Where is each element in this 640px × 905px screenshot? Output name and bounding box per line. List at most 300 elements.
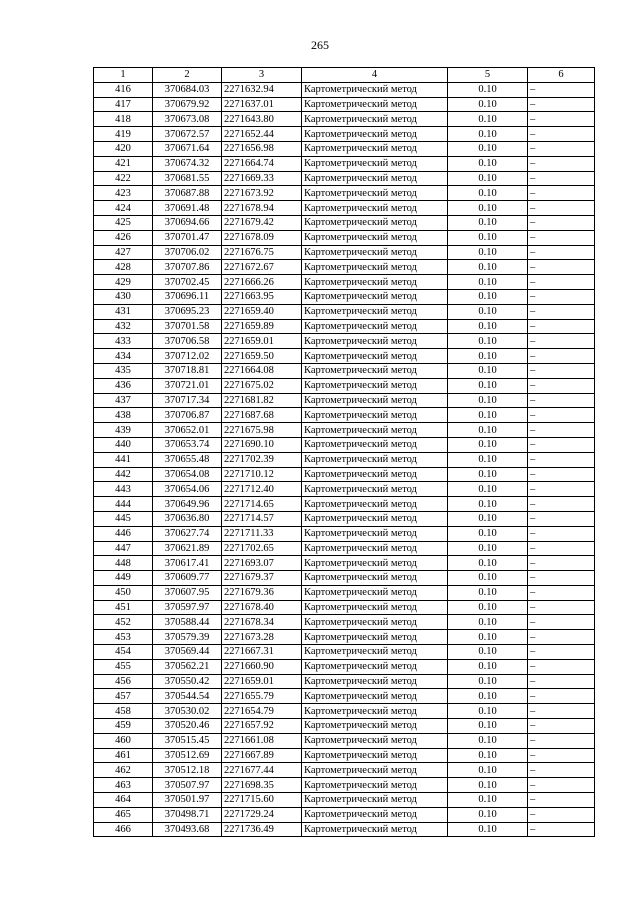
method-cell: Картометрический метод	[302, 645, 448, 660]
x-coordinate-cell: 370687.88	[153, 186, 222, 201]
method-cell: Картометрический метод	[302, 556, 448, 571]
note-cell: –	[528, 423, 595, 438]
accuracy-cell: 0.10	[448, 452, 528, 467]
y-coordinate-cell: 2271679.37	[222, 571, 302, 586]
y-coordinate-cell: 2271652.44	[222, 127, 302, 142]
accuracy-cell: 0.10	[448, 704, 528, 719]
note-cell: –	[528, 245, 595, 260]
x-coordinate-cell: 370652.01	[153, 423, 222, 438]
point-number-cell: 423	[94, 186, 153, 201]
note-cell: –	[528, 822, 595, 837]
y-coordinate-cell: 2271681.82	[222, 393, 302, 408]
y-coordinate-cell: 2271663.95	[222, 289, 302, 304]
x-coordinate-cell: 370712.02	[153, 349, 222, 364]
note-cell: –	[528, 807, 595, 822]
method-cell: Картометрический метод	[302, 541, 448, 556]
point-number-cell: 447	[94, 541, 153, 556]
accuracy-cell: 0.10	[448, 334, 528, 349]
x-coordinate-cell: 370696.11	[153, 289, 222, 304]
table-row	[94, 437, 595, 452]
y-coordinate-cell: 2271656.98	[222, 141, 302, 156]
y-coordinate-cell: 2271660.90	[222, 659, 302, 674]
point-number-cell: 457	[94, 689, 153, 704]
table-header-row	[94, 68, 595, 83]
method-cell: Картометрический метод	[302, 141, 448, 156]
y-coordinate-cell: 2271702.39	[222, 452, 302, 467]
table-row	[94, 556, 595, 571]
method-cell: Картометрический метод	[302, 127, 448, 142]
x-coordinate-cell: 370515.45	[153, 733, 222, 748]
point-number-cell: 429	[94, 275, 153, 290]
point-number-cell: 435	[94, 363, 153, 378]
method-cell: Картометрический метод	[302, 156, 448, 171]
table-row	[94, 674, 595, 689]
table-row	[94, 378, 595, 393]
note-cell: –	[528, 171, 595, 186]
x-coordinate-cell: 370507.97	[153, 778, 222, 793]
x-coordinate-cell: 370671.64	[153, 141, 222, 156]
method-cell: Картометрический метод	[302, 511, 448, 526]
y-coordinate-cell: 2271729.24	[222, 807, 302, 822]
point-number-cell: 433	[94, 334, 153, 349]
table-row	[94, 748, 595, 763]
y-coordinate-cell: 2271659.01	[222, 334, 302, 349]
x-coordinate-cell: 370679.92	[153, 97, 222, 112]
table-row	[94, 363, 595, 378]
accuracy-cell: 0.10	[448, 186, 528, 201]
method-cell: Картометрический метод	[302, 674, 448, 689]
note-cell: –	[528, 289, 595, 304]
point-number-cell: 428	[94, 260, 153, 275]
x-coordinate-cell: 370627.74	[153, 526, 222, 541]
x-coordinate-cell: 370706.87	[153, 408, 222, 423]
table-row	[94, 719, 595, 734]
x-coordinate-cell: 370562.21	[153, 659, 222, 674]
x-coordinate-cell: 370501.97	[153, 793, 222, 808]
table-row	[94, 230, 595, 245]
method-cell: Картометрический метод	[302, 363, 448, 378]
table-row	[94, 408, 595, 423]
x-coordinate-cell: 370493.68	[153, 822, 222, 837]
point-number-cell: 450	[94, 585, 153, 600]
accuracy-cell: 0.10	[448, 467, 528, 482]
method-cell: Картометрический метод	[302, 260, 448, 275]
point-number-cell: 440	[94, 437, 153, 452]
accuracy-cell: 0.10	[448, 733, 528, 748]
point-number-cell: 455	[94, 659, 153, 674]
method-cell: Картометрический метод	[302, 822, 448, 837]
table-row	[94, 733, 595, 748]
table-row	[94, 141, 595, 156]
x-coordinate-cell: 370655.48	[153, 452, 222, 467]
method-cell: Картометрический метод	[302, 112, 448, 127]
note-cell: –	[528, 141, 595, 156]
x-coordinate-cell: 370706.02	[153, 245, 222, 260]
y-coordinate-cell: 2271687.68	[222, 408, 302, 423]
accuracy-cell: 0.10	[448, 571, 528, 586]
accuracy-cell: 0.10	[448, 615, 528, 630]
accuracy-cell: 0.10	[448, 393, 528, 408]
x-coordinate-cell: 370550.42	[153, 674, 222, 689]
point-number-cell: 464	[94, 793, 153, 808]
note-cell: –	[528, 82, 595, 97]
point-number-cell: 420	[94, 141, 153, 156]
accuracy-cell: 0.10	[448, 807, 528, 822]
table-row	[94, 497, 595, 512]
method-cell: Картометрический метод	[302, 778, 448, 793]
note-cell: –	[528, 363, 595, 378]
note-cell: –	[528, 215, 595, 230]
table-row	[94, 763, 595, 778]
note-cell: –	[528, 585, 595, 600]
method-cell: Картометрический метод	[302, 245, 448, 260]
method-cell: Картометрический метод	[302, 289, 448, 304]
table-row	[94, 260, 595, 275]
table-row	[94, 349, 595, 364]
y-coordinate-cell: 2271659.89	[222, 319, 302, 334]
x-coordinate-cell: 370701.58	[153, 319, 222, 334]
table-row	[94, 201, 595, 216]
table-row	[94, 334, 595, 349]
point-number-cell: 439	[94, 423, 153, 438]
table-row	[94, 689, 595, 704]
x-coordinate-cell: 370520.46	[153, 719, 222, 734]
accuracy-cell: 0.10	[448, 112, 528, 127]
x-coordinate-cell: 370530.02	[153, 704, 222, 719]
point-number-cell: 421	[94, 156, 153, 171]
x-coordinate-cell: 370579.39	[153, 630, 222, 645]
accuracy-cell: 0.10	[448, 304, 528, 319]
point-number-cell: 442	[94, 467, 153, 482]
accuracy-cell: 0.10	[448, 763, 528, 778]
y-coordinate-cell: 2271712.40	[222, 482, 302, 497]
x-coordinate-cell: 370721.01	[153, 378, 222, 393]
point-number-cell: 424	[94, 201, 153, 216]
y-coordinate-cell: 2271643.80	[222, 112, 302, 127]
method-cell: Картометрический метод	[302, 201, 448, 216]
method-cell: Картометрический метод	[302, 467, 448, 482]
table-row	[94, 526, 595, 541]
x-coordinate-cell: 370636.80	[153, 511, 222, 526]
note-cell: –	[528, 408, 595, 423]
x-coordinate-cell: 370694.66	[153, 215, 222, 230]
accuracy-cell: 0.10	[448, 141, 528, 156]
method-cell: Картометрический метод	[302, 793, 448, 808]
accuracy-cell: 0.10	[448, 497, 528, 512]
table-row	[94, 778, 595, 793]
point-number-cell: 434	[94, 349, 153, 364]
x-coordinate-cell: 370707.86	[153, 260, 222, 275]
accuracy-cell: 0.10	[448, 82, 528, 97]
note-cell: –	[528, 437, 595, 452]
accuracy-cell: 0.10	[448, 645, 528, 660]
y-coordinate-cell: 2271659.40	[222, 304, 302, 319]
note-cell: –	[528, 319, 595, 334]
accuracy-cell: 0.10	[448, 408, 528, 423]
page-number: 265	[311, 38, 329, 52]
y-coordinate-cell: 2271714.57	[222, 511, 302, 526]
table-row	[94, 615, 595, 630]
y-coordinate-cell: 2271659.01	[222, 674, 302, 689]
note-cell: –	[528, 659, 595, 674]
method-cell: Картометрический метод	[302, 719, 448, 734]
y-coordinate-cell: 2271678.94	[222, 201, 302, 216]
y-coordinate-cell: 2271637.01	[222, 97, 302, 112]
column-header: 4	[302, 68, 448, 83]
accuracy-cell: 0.10	[448, 793, 528, 808]
y-coordinate-cell: 2271678.40	[222, 600, 302, 615]
x-coordinate-cell: 370691.48	[153, 201, 222, 216]
note-cell: –	[528, 97, 595, 112]
x-coordinate-cell: 370597.97	[153, 600, 222, 615]
note-cell: –	[528, 793, 595, 808]
note-cell: –	[528, 541, 595, 556]
accuracy-cell: 0.10	[448, 437, 528, 452]
y-coordinate-cell: 2271711.33	[222, 526, 302, 541]
accuracy-cell: 0.10	[448, 689, 528, 704]
method-cell: Картометрический метод	[302, 482, 448, 497]
x-coordinate-cell: 370621.89	[153, 541, 222, 556]
method-cell: Картометрический метод	[302, 748, 448, 763]
y-coordinate-cell: 2271715.60	[222, 793, 302, 808]
x-coordinate-cell: 370512.18	[153, 763, 222, 778]
x-coordinate-cell: 370649.96	[153, 497, 222, 512]
point-number-cell: 436	[94, 378, 153, 393]
note-cell: –	[528, 467, 595, 482]
y-coordinate-cell: 2271667.89	[222, 748, 302, 763]
table-row	[94, 186, 595, 201]
y-coordinate-cell: 2271677.44	[222, 763, 302, 778]
x-coordinate-cell: 370672.57	[153, 127, 222, 142]
x-coordinate-cell: 370681.55	[153, 171, 222, 186]
point-number-cell: 466	[94, 822, 153, 837]
y-coordinate-cell: 2271678.34	[222, 615, 302, 630]
x-coordinate-cell: 370653.74	[153, 437, 222, 452]
table-row	[94, 704, 595, 719]
table-row	[94, 304, 595, 319]
x-coordinate-cell: 370609.77	[153, 571, 222, 586]
method-cell: Картометрический метод	[302, 704, 448, 719]
y-coordinate-cell: 2271654.79	[222, 704, 302, 719]
accuracy-cell: 0.10	[448, 260, 528, 275]
accuracy-cell: 0.10	[448, 275, 528, 290]
x-coordinate-cell: 370512.69	[153, 748, 222, 763]
point-number-cell: 458	[94, 704, 153, 719]
point-number-cell: 422	[94, 171, 153, 186]
point-number-cell: 431	[94, 304, 153, 319]
y-coordinate-cell: 2271661.08	[222, 733, 302, 748]
table-row	[94, 127, 595, 142]
table-row	[94, 82, 595, 97]
note-cell: –	[528, 733, 595, 748]
accuracy-cell: 0.10	[448, 319, 528, 334]
method-cell: Картометрический метод	[302, 763, 448, 778]
x-coordinate-cell: 370607.95	[153, 585, 222, 600]
point-number-cell: 416	[94, 82, 153, 97]
note-cell: –	[528, 630, 595, 645]
method-cell: Картометрический метод	[302, 186, 448, 201]
note-cell: –	[528, 763, 595, 778]
accuracy-cell: 0.10	[448, 245, 528, 260]
x-coordinate-cell: 370544.54	[153, 689, 222, 704]
point-number-cell: 451	[94, 600, 153, 615]
point-number-cell: 444	[94, 497, 153, 512]
table-row	[94, 319, 595, 334]
column-header: 2	[153, 68, 222, 83]
y-coordinate-cell: 2271673.28	[222, 630, 302, 645]
accuracy-cell: 0.10	[448, 674, 528, 689]
column-header: 6	[528, 68, 595, 83]
table-row	[94, 659, 595, 674]
table-row	[94, 541, 595, 556]
y-coordinate-cell: 2271693.07	[222, 556, 302, 571]
accuracy-cell: 0.10	[448, 511, 528, 526]
point-number-cell: 456	[94, 674, 153, 689]
x-coordinate-cell: 370718.81	[153, 363, 222, 378]
point-number-cell: 443	[94, 482, 153, 497]
x-coordinate-cell: 370654.06	[153, 482, 222, 497]
table-row	[94, 289, 595, 304]
y-coordinate-cell: 2271672.67	[222, 260, 302, 275]
method-cell: Картометрический метод	[302, 807, 448, 822]
method-cell: Картометрический метод	[302, 304, 448, 319]
table-row	[94, 215, 595, 230]
table-row	[94, 156, 595, 171]
method-cell: Картометрический метод	[302, 230, 448, 245]
column-header: 5	[448, 68, 528, 83]
method-cell: Картометрический метод	[302, 437, 448, 452]
y-coordinate-cell: 2271664.74	[222, 156, 302, 171]
accuracy-cell: 0.10	[448, 541, 528, 556]
table-row	[94, 571, 595, 586]
y-coordinate-cell: 2271659.50	[222, 349, 302, 364]
note-cell: –	[528, 674, 595, 689]
note-cell: –	[528, 645, 595, 660]
y-coordinate-cell: 2271655.79	[222, 689, 302, 704]
note-cell: –	[528, 156, 595, 171]
method-cell: Картометрический метод	[302, 378, 448, 393]
note-cell: –	[528, 452, 595, 467]
method-cell: Картометрический метод	[302, 215, 448, 230]
point-number-cell: 418	[94, 112, 153, 127]
method-cell: Картометрический метод	[302, 423, 448, 438]
accuracy-cell: 0.10	[448, 171, 528, 186]
table-row	[94, 245, 595, 260]
note-cell: –	[528, 615, 595, 630]
table-row	[94, 171, 595, 186]
method-cell: Картометрический метод	[302, 571, 448, 586]
y-coordinate-cell: 2271690.10	[222, 437, 302, 452]
y-coordinate-cell: 2271678.09	[222, 230, 302, 245]
point-number-cell: 426	[94, 230, 153, 245]
y-coordinate-cell: 2271714.65	[222, 497, 302, 512]
point-number-cell: 417	[94, 97, 153, 112]
point-number-cell: 459	[94, 719, 153, 734]
note-cell: –	[528, 778, 595, 793]
point-number-cell: 454	[94, 645, 153, 660]
table-row	[94, 822, 595, 837]
table-row	[94, 585, 595, 600]
note-cell: –	[528, 201, 595, 216]
x-coordinate-cell: 370588.44	[153, 615, 222, 630]
note-cell: –	[528, 748, 595, 763]
y-coordinate-cell: 2271736.49	[222, 822, 302, 837]
accuracy-cell: 0.10	[448, 526, 528, 541]
accuracy-cell: 0.10	[448, 349, 528, 364]
y-coordinate-cell: 2271710.12	[222, 467, 302, 482]
method-cell: Картометрический метод	[302, 171, 448, 186]
note-cell: –	[528, 571, 595, 586]
method-cell: Картометрический метод	[302, 349, 448, 364]
point-number-cell: 430	[94, 289, 153, 304]
method-cell: Картометрический метод	[302, 452, 448, 467]
x-coordinate-cell: 370617.41	[153, 556, 222, 571]
table-row	[94, 423, 595, 438]
point-number-cell: 437	[94, 393, 153, 408]
point-number-cell: 452	[94, 615, 153, 630]
y-coordinate-cell: 2271698.35	[222, 778, 302, 793]
x-coordinate-cell: 370674.32	[153, 156, 222, 171]
table-body	[94, 82, 595, 837]
method-cell: Картометрический метод	[302, 585, 448, 600]
accuracy-cell: 0.10	[448, 630, 528, 645]
note-cell: –	[528, 334, 595, 349]
note-cell: –	[528, 186, 595, 201]
accuracy-cell: 0.10	[448, 748, 528, 763]
method-cell: Картометрический метод	[302, 408, 448, 423]
method-cell: Картометрический метод	[302, 393, 448, 408]
column-header: 3	[222, 68, 302, 83]
note-cell: –	[528, 230, 595, 245]
x-coordinate-cell: 370695.23	[153, 304, 222, 319]
point-number-cell: 463	[94, 778, 153, 793]
method-cell: Картометрический метод	[302, 526, 448, 541]
note-cell: –	[528, 378, 595, 393]
note-cell: –	[528, 482, 595, 497]
note-cell: –	[528, 304, 595, 319]
accuracy-cell: 0.10	[448, 556, 528, 571]
accuracy-cell: 0.10	[448, 289, 528, 304]
y-coordinate-cell: 2271702.65	[222, 541, 302, 556]
table-row	[94, 275, 595, 290]
y-coordinate-cell: 2271679.36	[222, 585, 302, 600]
table-row	[94, 645, 595, 660]
note-cell: –	[528, 275, 595, 290]
point-number-cell: 453	[94, 630, 153, 645]
x-coordinate-cell: 370569.44	[153, 645, 222, 660]
table-row	[94, 97, 595, 112]
method-cell: Картометрический метод	[302, 319, 448, 334]
accuracy-cell: 0.10	[448, 659, 528, 674]
method-cell: Картометрический метод	[302, 82, 448, 97]
table-row	[94, 452, 595, 467]
point-number-cell: 448	[94, 556, 153, 571]
point-number-cell: 425	[94, 215, 153, 230]
method-cell: Картометрический метод	[302, 659, 448, 674]
note-cell: –	[528, 349, 595, 364]
method-cell: Картометрический метод	[302, 600, 448, 615]
coordinates-table	[93, 67, 595, 837]
y-coordinate-cell: 2271664.08	[222, 363, 302, 378]
point-number-cell: 432	[94, 319, 153, 334]
accuracy-cell: 0.10	[448, 230, 528, 245]
method-cell: Картометрический метод	[302, 97, 448, 112]
method-cell: Картометрический метод	[302, 689, 448, 704]
x-coordinate-cell: 370717.34	[153, 393, 222, 408]
note-cell: –	[528, 689, 595, 704]
note-cell: –	[528, 704, 595, 719]
accuracy-cell: 0.10	[448, 363, 528, 378]
